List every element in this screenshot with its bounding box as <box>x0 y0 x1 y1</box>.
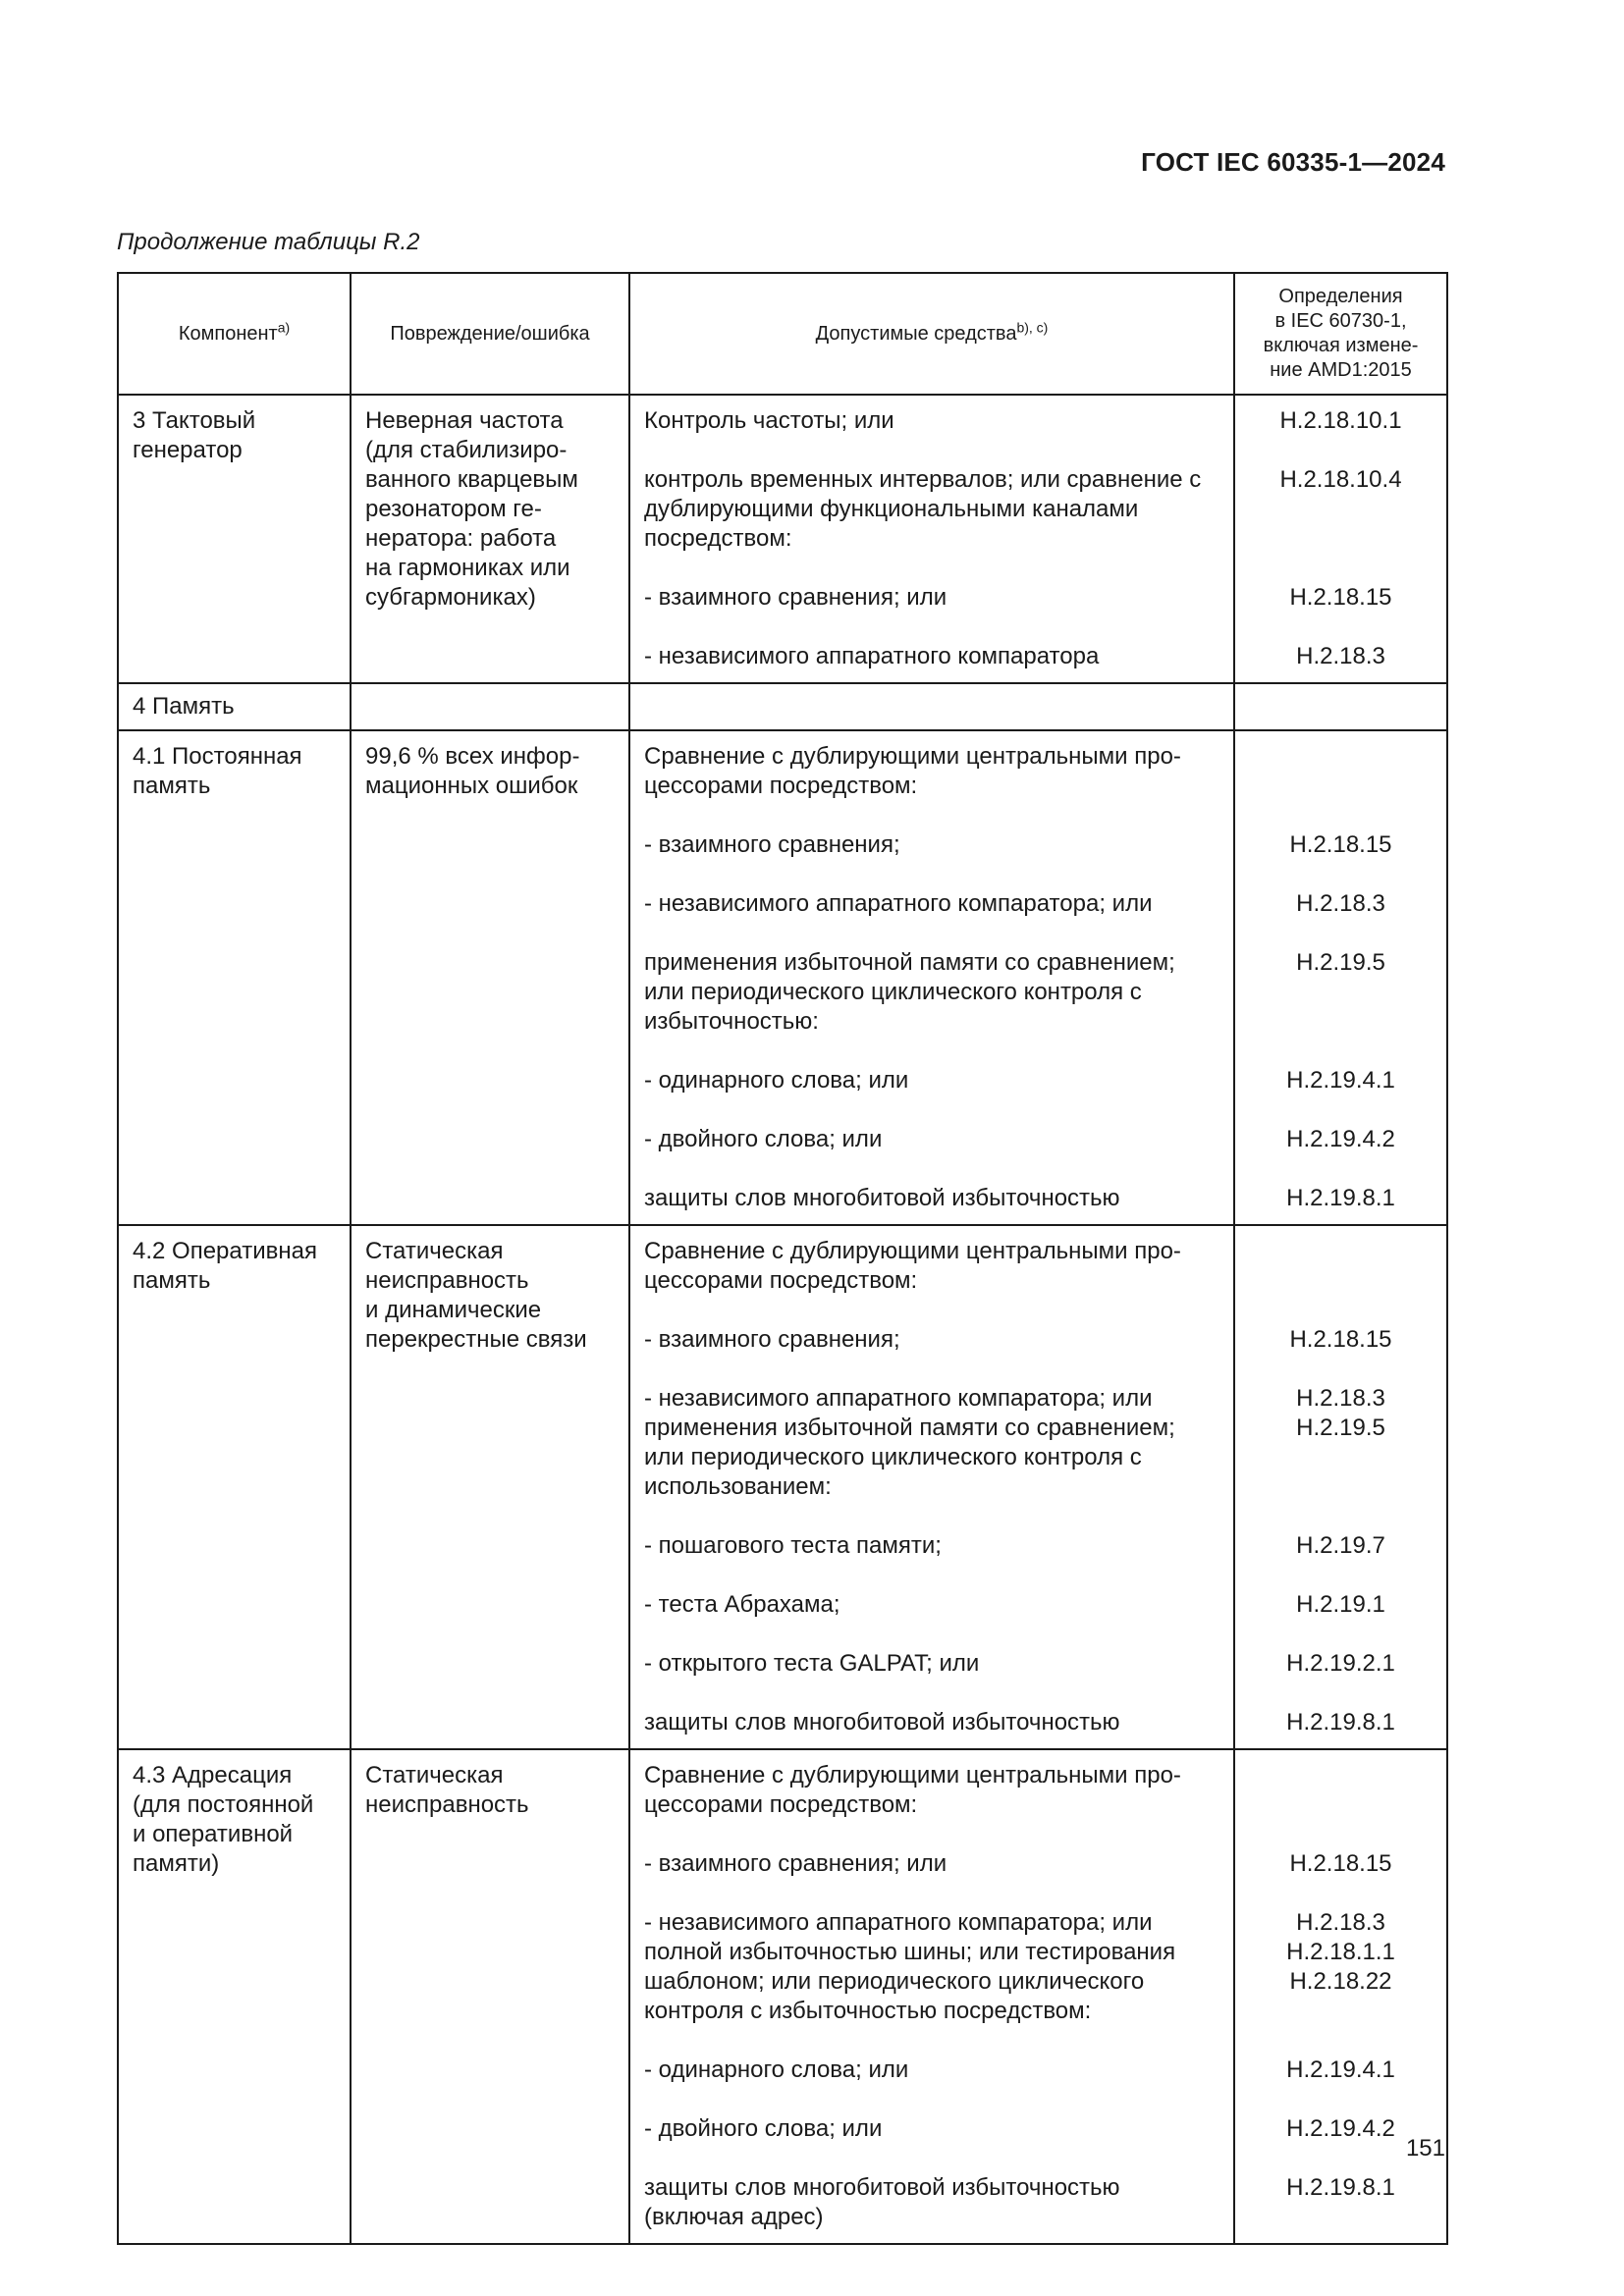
header-measures: Допустимые средства$^{b), c)}$ <box>629 273 1234 395</box>
measures-cell <box>629 1225 1234 1749</box>
measure-item: - взаимного сравнения; или <box>644 1850 947 1877</box>
definition-ref: H.2.18.3 <box>1296 643 1385 669</box>
table-row <box>118 683 1447 730</box>
definition-ref <box>1235 737 1446 806</box>
measures-cell <box>629 730 1234 1225</box>
measure-item: - взаимного сравнения; <box>644 831 900 858</box>
component-cell: 3 Тактовый генератор <box>118 395 351 683</box>
definitions-cell <box>1234 683 1447 730</box>
measure-item: - двойного слова; или <box>644 2115 883 2142</box>
table-row <box>118 1749 1447 2244</box>
standard-code: ГОСТ IEC 60335-1—2024 <box>1141 147 1445 177</box>
measure-item: - независимого аппаратного компаратора; или <box>644 890 1153 917</box>
definition-ref: H.2.18.3 <box>1296 890 1385 917</box>
definition-ref: H.2.19.4.1 <box>1286 1067 1395 1094</box>
definitions-cell <box>1234 1225 1447 1749</box>
measure-item: контроль временных интервалов; или сравнение с дублирующими функциональными каналами посредством: <box>644 466 1202 552</box>
fault-cell: 99,6 % всех инфор- мационных ошибок <box>351 730 629 1225</box>
table-r2 <box>117 272 1448 2245</box>
measure-item: - одинарного слова; или <box>644 2056 909 2083</box>
fault-cell: Статическая неисправность <box>351 1749 629 2244</box>
component-cell: 4.2 Оперативная память <box>118 1225 351 1749</box>
measures-cell <box>629 683 1234 730</box>
measure-item: - одинарного слова; или <box>644 1067 909 1094</box>
definition-ref: H.2.18.3 H.2.18.1.1 H.2.18.22 <box>1286 1909 1395 1995</box>
measure-item: защиты слов многобитовой избыточностью (включая адрес) <box>644 2174 1120 2230</box>
definition-ref: H.2.18.15 <box>1289 831 1392 858</box>
definition-ref: H.2.19.4.2 <box>1286 2115 1395 2142</box>
fault-cell: Неверная частота (для стабилизиро- ванного кварцевым резонатором ге- нератора: работа на гармониках или субгармониках) <box>351 395 629 683</box>
measure-item: Сравнение с дублирующими центральными про-цессорами посредством: <box>644 743 1181 799</box>
header-fault: Повреждение/ошибка <box>351 273 629 395</box>
definition-ref: H.2.19.8.1 <box>1286 2174 1395 2201</box>
definitions-cell <box>1234 730 1447 1225</box>
measure-item: - пошагового теста памяти; <box>644 1532 942 1559</box>
definition-ref: H.2.18.15 <box>1289 1326 1392 1353</box>
measure-item: применения избыточной памяти со сравнением; или периодического циклического контроля с избыточностью: <box>644 949 1175 1035</box>
definition-ref: H.2.19.4.2 <box>1286 1126 1395 1152</box>
definition-ref: H.2.19.2.1 <box>1286 1650 1395 1677</box>
definition-ref: H.2.19.1 <box>1296 1591 1385 1618</box>
page-number: 151 <box>1405 2135 1445 2162</box>
measures-cell <box>629 395 1234 683</box>
measure-item: Сравнение с дублирующими центральными про-цессорами посредством: <box>644 1762 1181 1818</box>
component-cell: 4.1 Постоянная память <box>118 730 351 1225</box>
measure-item: - открытого теста GALPAT; или <box>644 1650 980 1677</box>
header-component: Компонент$^{a)}$ <box>118 273 351 395</box>
definitions-cell <box>1234 1749 1447 2244</box>
definitions-cell <box>1234 395 1447 683</box>
measure-item: - двойного слова; или <box>644 1126 883 1152</box>
definition-ref <box>1235 1232 1446 1301</box>
definition-ref: H.2.18.15 <box>1289 584 1392 611</box>
definition-ref: H.2.18.10.4 <box>1279 466 1402 493</box>
definition-ref: H.2.19.8.1 <box>1286 1185 1395 1211</box>
measure-item: защиты слов многобитовой избыточностью <box>644 1185 1120 1211</box>
measure-item: - независимого аппаратного компаратора; или полной избыточностью шины; или тестирования шаблоном; или периодического циклического контроля с избыточностью посредством: <box>644 1909 1176 2024</box>
table-caption: Продолжение таблицы R.2 <box>117 229 420 255</box>
definition-ref: H.2.18.15 <box>1289 1850 1392 1877</box>
definition-ref <box>1235 1756 1446 1825</box>
measure-item: - независимого аппаратного компаратора; или применения избыточной памяти со сравнением; или периодического циклического контроля с использованием: <box>644 1385 1175 1500</box>
table-header-row <box>118 273 1447 395</box>
measure-item: - взаимного сравнения; <box>644 1326 900 1353</box>
definition-ref: H.2.19.8.1 <box>1286 1709 1395 1735</box>
measure-item: Контроль частоты; или <box>644 407 894 434</box>
table-row <box>118 395 1447 683</box>
fault-cell: Статическая неисправность и динамические перекрестные связи <box>351 1225 629 1749</box>
definition-ref: H.2.19.7 <box>1296 1532 1385 1559</box>
header-definitions: Определения в IEC 60730-1, включая измене- ние AMD1:2015 <box>1234 273 1447 395</box>
measure-item: - взаимного сравнения; или <box>644 584 947 611</box>
table-row <box>118 1225 1447 1749</box>
component-cell: 4.3 Адресация (для постоянной и оперативной памяти) <box>118 1749 351 2244</box>
definition-ref: H.2.18.3 H.2.19.5 <box>1296 1385 1385 1441</box>
measure-item: защиты слов многобитовой избыточностью <box>644 1709 1120 1735</box>
measure-item: Сравнение с дублирующими центральными про-цессорами посредством: <box>644 1238 1181 1294</box>
component-cell: 4 Память <box>118 683 351 730</box>
definition-ref: H.2.19.4.1 <box>1286 2056 1395 2083</box>
measure-item: - теста Абрахама; <box>644 1591 840 1618</box>
definition-ref: H.2.19.5 <box>1296 949 1385 976</box>
fault-cell <box>351 683 629 730</box>
definition-ref: H.2.18.10.1 <box>1279 407 1402 434</box>
measure-item: - независимого аппаратного компаратора <box>644 643 1100 669</box>
measures-cell <box>629 1749 1234 2244</box>
table-row <box>118 730 1447 1225</box>
